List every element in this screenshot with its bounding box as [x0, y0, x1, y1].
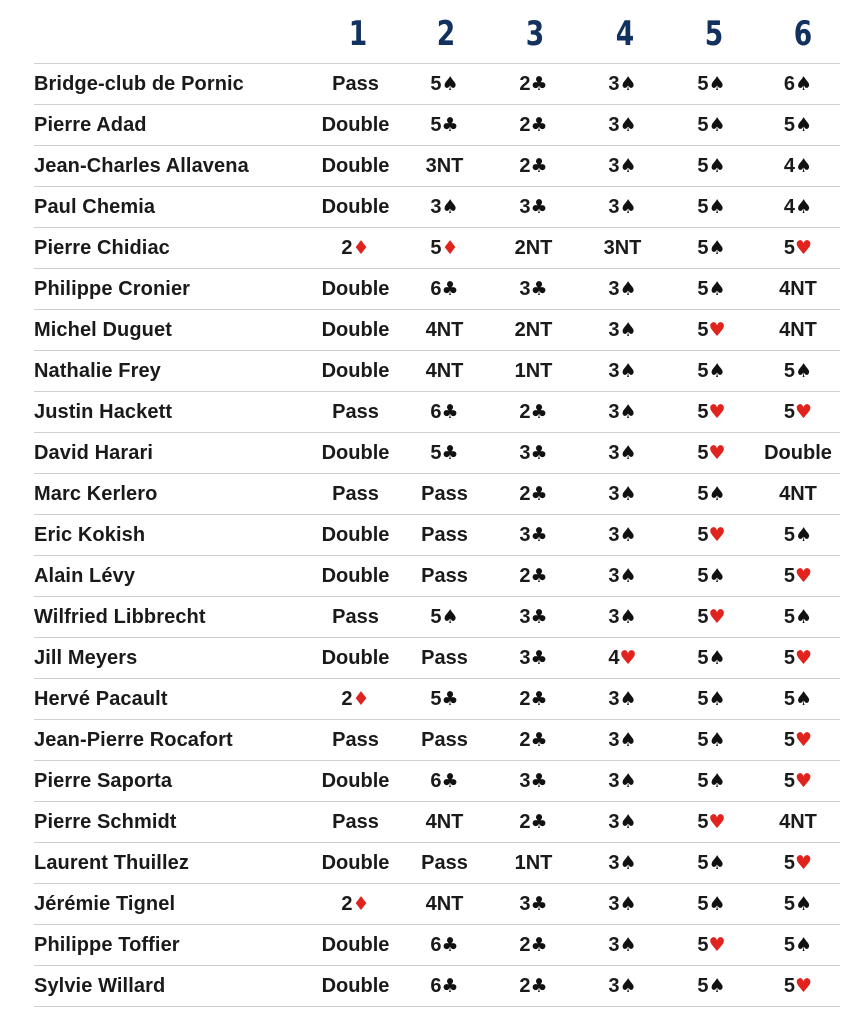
spade-suit-icon: ♠	[441, 605, 459, 628]
bid-cell-col-3: 3♣	[489, 269, 578, 310]
table-row	[34, 556, 840, 597]
bid-cell-col-2: 6♣	[400, 392, 489, 433]
bid-cell-col-4: 3♠	[578, 802, 667, 843]
bid-cell-col-3: 3♣	[489, 597, 578, 638]
club-suit-icon: ♣	[441, 400, 459, 423]
spade-suit-icon: ♠	[619, 318, 637, 341]
table-row	[34, 392, 840, 433]
bid-cell-col-5: 5♠	[667, 556, 756, 597]
spade-suit-icon: ♠	[708, 236, 726, 259]
bid-cell-col-6: 4NT	[756, 269, 840, 310]
bid-cell-col-5: 5♥	[667, 597, 756, 638]
club-suit-icon: ♣	[530, 523, 548, 546]
player-name: Jean-Pierre Rocafort	[34, 720, 311, 761]
bid-cell-col-5: 5♥	[667, 392, 756, 433]
player-name: Alain Lévy	[34, 556, 311, 597]
heart-suit-icon: ♥	[795, 851, 813, 874]
bid-cell-col-6: 5♥	[756, 228, 840, 269]
heart-suit-icon: ♥	[708, 523, 726, 546]
table-row	[34, 351, 840, 392]
club-suit-icon: ♣	[530, 892, 548, 915]
bid-cell-col-5: 5♠	[667, 64, 756, 105]
table-row	[34, 638, 840, 679]
bid-cell-col-2: 3♠	[400, 187, 489, 228]
club-suit-icon: ♣	[530, 769, 548, 792]
bid-cell-col-2: 6♣	[400, 966, 489, 1007]
bid-cell-col-2: 6♣	[400, 269, 489, 310]
bid-cell-col-2: Pass	[400, 515, 489, 556]
bid-cell-col-4: 4♥	[578, 638, 667, 679]
spade-suit-icon: ♠	[619, 277, 637, 300]
table-row	[34, 64, 840, 105]
spade-suit-icon: ♠	[619, 400, 637, 423]
bid-cell-col-1: Double	[311, 269, 400, 310]
player-name: Hervé Pacault	[34, 679, 311, 720]
bid-cell-col-4: 3♠	[578, 966, 667, 1007]
table-row	[34, 802, 840, 843]
club-suit-icon: ♣	[530, 974, 548, 997]
spade-suit-icon: ♠	[619, 810, 637, 833]
bid-cell-col-6: 5♠	[756, 351, 840, 392]
heart-suit-icon: ♥	[795, 974, 813, 997]
player-name: Michel Duguet	[34, 310, 311, 351]
table-row	[34, 515, 840, 556]
bid-cell-col-5: 5♠	[667, 761, 756, 802]
club-suit-icon: ♣	[530, 646, 548, 669]
heart-suit-icon: ♥	[795, 728, 813, 751]
bid-cell-col-2: Pass	[400, 474, 489, 515]
spade-suit-icon: ♠	[619, 482, 637, 505]
bid-cell-col-3: 3♣	[489, 884, 578, 925]
bid-cell-col-1: Double	[311, 187, 400, 228]
spade-suit-icon: ♠	[795, 687, 813, 710]
column-header-4: 4	[615, 14, 635, 54]
club-suit-icon: ♣	[530, 564, 548, 587]
club-suit-icon: ♣	[530, 277, 548, 300]
bid-cell-col-4: 3NT	[578, 228, 667, 269]
bid-cell-col-6: 4NT	[756, 802, 840, 843]
spade-suit-icon: ♠	[441, 195, 459, 218]
spade-suit-icon: ♠	[795, 72, 813, 95]
spade-suit-icon: ♠	[619, 687, 637, 710]
bid-cell-col-3: 2♣	[489, 966, 578, 1007]
spade-suit-icon: ♠	[708, 72, 726, 95]
player-name: Eric Kokish	[34, 515, 311, 556]
bid-cell-col-6: 5♥	[756, 392, 840, 433]
bid-cell-col-6: 5♥	[756, 638, 840, 679]
table-row	[34, 228, 840, 269]
spade-suit-icon: ♠	[441, 72, 459, 95]
player-name: Philippe Toffier	[34, 925, 311, 966]
bid-cell-col-5: 5♥	[667, 433, 756, 474]
diamond-suit-icon: ♦	[352, 892, 370, 915]
bid-cell-col-1: Double	[311, 556, 400, 597]
spade-suit-icon: ♠	[795, 359, 813, 382]
player-name: Laurent Thuillez	[34, 843, 311, 884]
bid-cell-col-1: Double	[311, 966, 400, 1007]
bid-cell-col-3: 2♣	[489, 720, 578, 761]
player-name: Jérémie Tignel	[34, 884, 311, 925]
bid-cell-col-2: 5♦	[400, 228, 489, 269]
bid-cell-col-4: 3♠	[578, 474, 667, 515]
club-suit-icon: ♣	[441, 687, 459, 710]
bid-cell-col-1: Double	[311, 105, 400, 146]
player-name: David Harari	[34, 433, 311, 474]
bid-cell-col-5: 5♥	[667, 515, 756, 556]
bid-cell-col-3: 3♣	[489, 515, 578, 556]
spade-suit-icon: ♠	[619, 933, 637, 956]
spade-suit-icon: ♠	[708, 892, 726, 915]
spade-suit-icon: ♠	[619, 728, 637, 751]
bid-cell-col-4: 3♠	[578, 64, 667, 105]
bid-cell-col-5: 5♠	[667, 884, 756, 925]
bid-cell-col-1: Double	[311, 351, 400, 392]
spade-suit-icon: ♠	[619, 523, 637, 546]
player-name: Jill Meyers	[34, 638, 311, 679]
spade-suit-icon: ♠	[619, 154, 637, 177]
club-suit-icon: ♣	[441, 113, 459, 136]
spade-suit-icon: ♠	[708, 482, 726, 505]
club-suit-icon: ♣	[441, 974, 459, 997]
spade-suit-icon: ♠	[708, 728, 726, 751]
spade-suit-icon: ♠	[619, 195, 637, 218]
bid-cell-col-6: 5♠	[756, 597, 840, 638]
bid-cell-col-3: 3♣	[489, 187, 578, 228]
bid-cell-col-5: 5♠	[667, 269, 756, 310]
bid-cell-col-4: 3♠	[578, 433, 667, 474]
bid-cell-col-2: 6♣	[400, 925, 489, 966]
player-name: Jean-Charles Allavena	[34, 146, 311, 187]
table-row	[34, 105, 840, 146]
heart-suit-icon: ♥	[795, 236, 813, 259]
spade-suit-icon: ♠	[708, 646, 726, 669]
column-header-2: 2	[436, 14, 456, 54]
bid-cell-col-6: 5♠	[756, 515, 840, 556]
bid-cell-col-2: 5♠	[400, 597, 489, 638]
bid-cell-col-1: Double	[311, 761, 400, 802]
bid-cell-col-4: 3♠	[578, 679, 667, 720]
bid-cell-col-5: 5♠	[667, 474, 756, 515]
club-suit-icon: ♣	[530, 72, 548, 95]
bid-cell-col-6: 5♥	[756, 556, 840, 597]
player-name: Nathalie Frey	[34, 351, 311, 392]
table-row	[34, 433, 840, 474]
column-header-1: 1	[348, 14, 368, 54]
table-row	[34, 187, 840, 228]
heart-suit-icon: ♥	[795, 564, 813, 587]
bid-cell-col-1: Double	[311, 433, 400, 474]
column-header-6: 6	[793, 14, 813, 54]
bid-cell-col-1: Pass	[311, 392, 400, 433]
bid-cell-col-1: Double	[311, 843, 400, 884]
table-row	[34, 925, 840, 966]
bid-cell-col-2: 4NT	[400, 884, 489, 925]
bid-cell-col-6: 5♠	[756, 925, 840, 966]
bid-cell-col-2: 4NT	[400, 351, 489, 392]
spade-suit-icon: ♠	[708, 687, 726, 710]
spade-suit-icon: ♠	[619, 892, 637, 915]
heart-suit-icon: ♥	[795, 646, 813, 669]
bid-cell-col-6: 5♥	[756, 720, 840, 761]
spade-suit-icon: ♠	[708, 359, 726, 382]
heart-suit-icon: ♥	[708, 810, 726, 833]
bid-cell-col-1: 2♦	[311, 679, 400, 720]
bid-cell-col-4: 3♠	[578, 351, 667, 392]
spade-suit-icon: ♠	[619, 851, 637, 874]
spade-suit-icon: ♠	[708, 974, 726, 997]
bid-cell-col-5: 5♠	[667, 105, 756, 146]
column-header-row	[0, 14, 859, 64]
bid-cell-col-1: 2♦	[311, 884, 400, 925]
bid-cell-col-3: 2♣	[489, 679, 578, 720]
bid-cell-col-2: Pass	[400, 843, 489, 884]
player-name: Marc Kerlero	[34, 474, 311, 515]
club-suit-icon: ♣	[530, 933, 548, 956]
bid-cell-col-5: 5♠	[667, 638, 756, 679]
spade-suit-icon: ♠	[795, 892, 813, 915]
bid-cell-col-2: 4NT	[400, 802, 489, 843]
bid-cell-col-4: 3♠	[578, 761, 667, 802]
player-name: Wilfried Libbrecht	[34, 597, 311, 638]
heart-suit-icon: ♥	[708, 933, 726, 956]
table-row	[34, 597, 840, 638]
table-row	[34, 761, 840, 802]
bid-cell-col-4: 3♠	[578, 843, 667, 884]
bid-cell-col-4: 3♠	[578, 105, 667, 146]
bid-cell-col-2: 3NT	[400, 146, 489, 187]
bid-cell-col-3: 2♣	[489, 925, 578, 966]
club-suit-icon: ♣	[530, 482, 548, 505]
spade-suit-icon: ♠	[795, 113, 813, 136]
club-suit-icon: ♣	[530, 441, 548, 464]
player-name: Philippe Cronier	[34, 269, 311, 310]
heart-suit-icon: ♥	[708, 605, 726, 628]
bid-cell-col-2: Pass	[400, 638, 489, 679]
bid-cell-col-4: 3♠	[578, 884, 667, 925]
table-row	[34, 884, 840, 925]
spade-suit-icon: ♠	[619, 605, 637, 628]
bid-cell-col-6: 4NT	[756, 310, 840, 351]
bid-cell-col-6: 5♥	[756, 966, 840, 1007]
bid-cell-col-5: 5♥	[667, 310, 756, 351]
bid-cell-col-1: Pass	[311, 474, 400, 515]
bid-cell-col-4: 3♠	[578, 720, 667, 761]
club-suit-icon: ♣	[441, 933, 459, 956]
bid-cell-col-4: 3♠	[578, 925, 667, 966]
bid-cell-col-2: 5♣	[400, 679, 489, 720]
bid-cell-col-1: Double	[311, 515, 400, 556]
bid-cell-col-3: 3♣	[489, 761, 578, 802]
bid-cell-col-1: Pass	[311, 802, 400, 843]
bid-cell-col-4: 3♠	[578, 146, 667, 187]
bid-cell-col-6: 5♠	[756, 884, 840, 925]
bid-cell-col-1: Double	[311, 310, 400, 351]
club-suit-icon: ♣	[530, 113, 548, 136]
club-suit-icon: ♣	[441, 277, 459, 300]
bid-cell-col-5: 5♠	[667, 351, 756, 392]
bid-cell-col-3: 2♣	[489, 146, 578, 187]
spade-suit-icon: ♠	[708, 113, 726, 136]
club-suit-icon: ♣	[441, 769, 459, 792]
bid-cell-col-6: 5♥	[756, 843, 840, 884]
bid-cell-col-5: 5♠	[667, 228, 756, 269]
bid-cell-col-1: Pass	[311, 597, 400, 638]
bid-cell-col-6: 5♠	[756, 679, 840, 720]
spade-suit-icon: ♠	[795, 154, 813, 177]
bid-cell-col-3: 2♣	[489, 64, 578, 105]
bid-cell-col-5: 5♠	[667, 720, 756, 761]
spade-suit-icon: ♠	[619, 769, 637, 792]
diamond-suit-icon: ♦	[352, 687, 370, 710]
heart-suit-icon: ♥	[708, 441, 726, 464]
column-header-3: 3	[525, 14, 545, 54]
bid-cell-col-6: 4NT	[756, 474, 840, 515]
club-suit-icon: ♣	[530, 687, 548, 710]
heart-suit-icon: ♥	[708, 400, 726, 423]
spade-suit-icon: ♠	[619, 113, 637, 136]
table-row	[34, 146, 840, 187]
spade-suit-icon: ♠	[619, 359, 637, 382]
bid-cell-col-4: 3♠	[578, 310, 667, 351]
bid-cell-col-2: Pass	[400, 720, 489, 761]
bid-cell-col-6: 6♠	[756, 64, 840, 105]
bid-cell-col-5: 5♠	[667, 843, 756, 884]
bid-cell-col-3: 2♣	[489, 474, 578, 515]
bid-cell-col-6: 5♠	[756, 105, 840, 146]
heart-suit-icon: ♥	[708, 318, 726, 341]
bid-cell-col-3: 3♣	[489, 638, 578, 679]
bid-cell-col-4: 3♠	[578, 597, 667, 638]
spade-suit-icon: ♠	[708, 769, 726, 792]
spade-suit-icon: ♠	[619, 564, 637, 587]
bid-cell-col-6: 4♠	[756, 146, 840, 187]
bid-cell-col-3: 2♣	[489, 556, 578, 597]
player-name: Pierre Saporta	[34, 761, 311, 802]
player-name: Bridge-club de Pornic	[34, 64, 311, 105]
spade-suit-icon: ♠	[708, 154, 726, 177]
club-suit-icon: ♣	[530, 154, 548, 177]
bid-cell-col-1: Double	[311, 925, 400, 966]
player-name: Justin Hackett	[34, 392, 311, 433]
heart-suit-icon: ♥	[795, 769, 813, 792]
club-suit-icon: ♣	[530, 810, 548, 833]
spade-suit-icon: ♠	[708, 195, 726, 218]
bid-cell-col-2: 5♣	[400, 433, 489, 474]
bid-cell-col-2: 5♠	[400, 64, 489, 105]
bid-cell-col-1: Double	[311, 146, 400, 187]
bid-cell-col-3: 2♣	[489, 105, 578, 146]
club-suit-icon: ♣	[530, 605, 548, 628]
spade-suit-icon: ♠	[619, 974, 637, 997]
bid-cell-col-4: 3♠	[578, 187, 667, 228]
bid-cell-col-4: 3♠	[578, 392, 667, 433]
bid-cell-col-5: 5♠	[667, 146, 756, 187]
spade-suit-icon: ♠	[619, 441, 637, 464]
bid-cell-col-3: 1NT	[489, 843, 578, 884]
bid-cell-col-1: Double	[311, 638, 400, 679]
player-name: Sylvie Willard	[34, 966, 311, 1007]
spade-suit-icon: ♠	[708, 564, 726, 587]
spade-suit-icon: ♠	[619, 72, 637, 95]
player-name: Paul Chemia	[34, 187, 311, 228]
bid-cell-col-3: 2NT	[489, 228, 578, 269]
bid-cell-col-6: 5♥	[756, 761, 840, 802]
spade-suit-icon: ♠	[708, 851, 726, 874]
bid-cell-col-6: Double	[756, 433, 840, 474]
spade-suit-icon: ♠	[708, 277, 726, 300]
table-row	[34, 966, 840, 1007]
table-row	[34, 474, 840, 515]
bid-cell-col-2: 5♣	[400, 105, 489, 146]
table-row	[34, 843, 840, 884]
column-header-5: 5	[704, 14, 724, 54]
bid-cell-col-6: 4♠	[756, 187, 840, 228]
player-name: Pierre Adad	[34, 105, 311, 146]
club-suit-icon: ♣	[530, 195, 548, 218]
spade-suit-icon: ♠	[795, 933, 813, 956]
bidding-table	[34, 63, 840, 1007]
diamond-suit-icon: ♦	[352, 236, 370, 259]
diamond-suit-icon: ♦	[441, 236, 459, 259]
spade-suit-icon: ♠	[795, 195, 813, 218]
bid-cell-col-1: Pass	[311, 64, 400, 105]
player-name: Pierre Schmidt	[34, 802, 311, 843]
bid-cell-col-3: 3♣	[489, 433, 578, 474]
bid-cell-col-3: 2♣	[489, 392, 578, 433]
bid-cell-col-3: 1NT	[489, 351, 578, 392]
bid-cell-col-3: 2NT	[489, 310, 578, 351]
bid-cell-col-1: Pass	[311, 720, 400, 761]
heart-suit-icon: ♥	[795, 400, 813, 423]
spade-suit-icon: ♠	[795, 605, 813, 628]
spade-suit-icon: ♠	[795, 523, 813, 546]
table-row	[34, 679, 840, 720]
bid-cell-col-5: 5♠	[667, 187, 756, 228]
bid-cell-col-4: 3♠	[578, 269, 667, 310]
bid-cell-col-5: 5♥	[667, 925, 756, 966]
club-suit-icon: ♣	[530, 728, 548, 751]
bid-cell-col-1: 2♦	[311, 228, 400, 269]
heart-suit-icon: ♥	[619, 646, 637, 669]
player-name: Pierre Chidiac	[34, 228, 311, 269]
table-row	[34, 720, 840, 761]
table-row	[34, 269, 840, 310]
bid-cell-col-2: 6♣	[400, 761, 489, 802]
club-suit-icon: ♣	[530, 400, 548, 423]
bid-cell-col-5: 5♠	[667, 966, 756, 1007]
table-body	[34, 64, 840, 1007]
bid-cell-col-5: 5♥	[667, 802, 756, 843]
club-suit-icon: ♣	[441, 441, 459, 464]
bid-cell-col-2: 4NT	[400, 310, 489, 351]
bid-cell-col-5: 5♠	[667, 679, 756, 720]
bid-cell-col-3: 2♣	[489, 802, 578, 843]
bid-cell-col-4: 3♠	[578, 515, 667, 556]
bid-cell-col-2: Pass	[400, 556, 489, 597]
table-row	[34, 310, 840, 351]
bid-cell-col-4: 3♠	[578, 556, 667, 597]
